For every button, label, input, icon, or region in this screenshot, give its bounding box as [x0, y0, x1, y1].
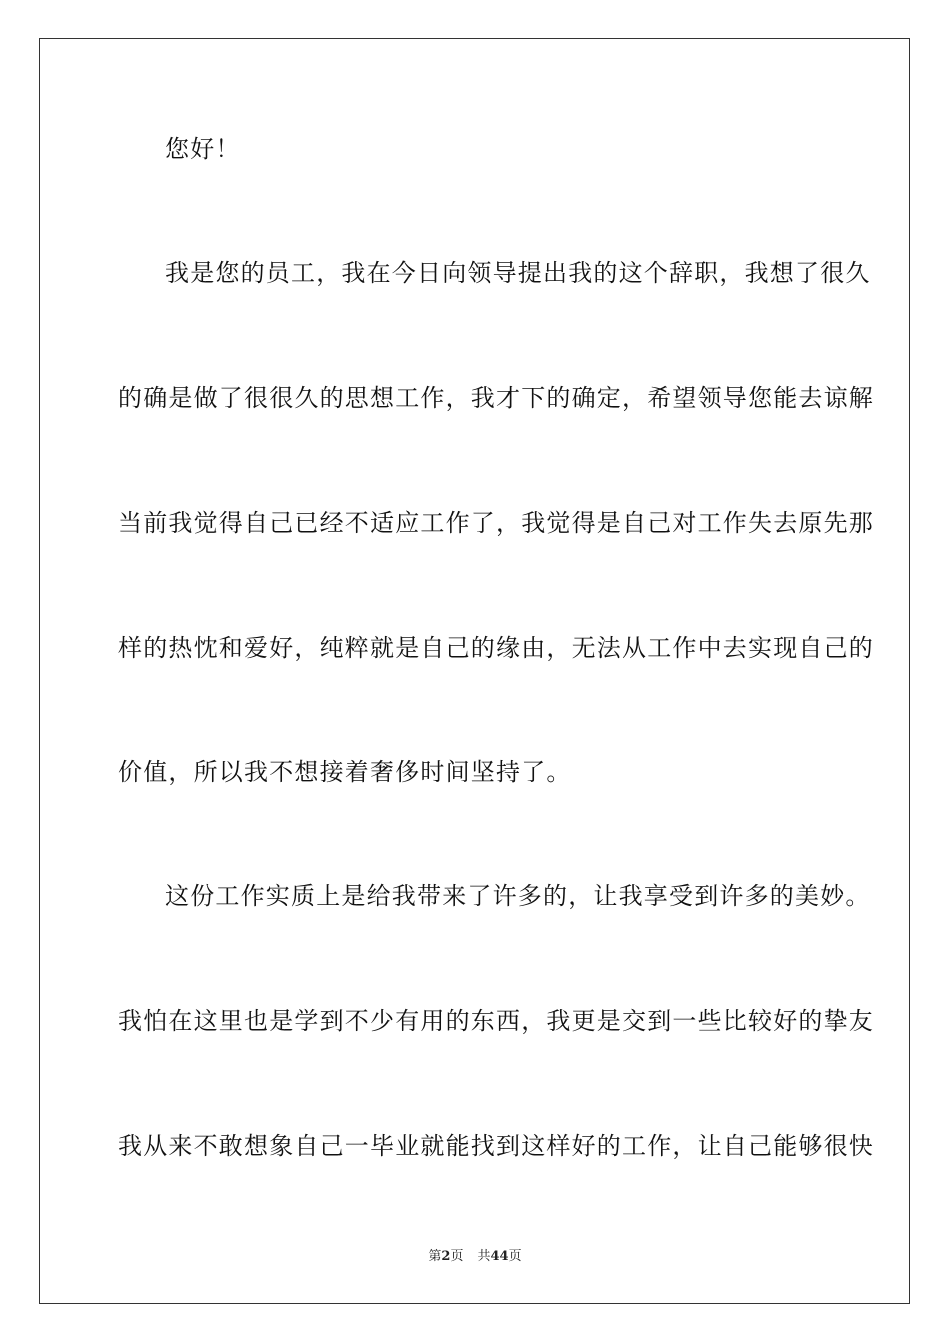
page-number-prefix: 第: [428, 1249, 442, 1264]
page-number-suffix: 页: [450, 1249, 464, 1264]
total-pages-prefix: 共: [477, 1249, 491, 1264]
paragraph-line: 这份工作实质上是给我带来了许多的，让我享受到许多的美妙。: [165, 882, 871, 910]
paragraph-line: 我从来不敢想象自己一毕业就能找到这样好的工作，让自己能够很快: [118, 1132, 874, 1160]
page-frame: [39, 38, 910, 1304]
greeting-line: 您好！: [165, 135, 241, 163]
paragraph-line: 当前我觉得自己已经不适应工作了，我觉得是自己对工作失去原先那: [118, 509, 874, 537]
paragraph-line: 的确是做了很很久的思想工作，我才下的确定，希望领导您能去谅解: [118, 384, 874, 412]
total-pages: 44: [490, 1249, 509, 1264]
paragraph-line: 样的热忱和爱好，纯粹就是自己的缘由，无法从工作中去实现自己的: [118, 634, 874, 662]
page-number: 2: [441, 1249, 451, 1264]
paragraph-line: 我怕在这里也是学到不少有用的东西，我更是交到一些比较好的挚友: [118, 1007, 874, 1035]
paragraph-line: 我是您的员工，我在今日向领导提出我的这个辞职，我想了很久: [165, 259, 871, 287]
page-footer: [0, 1248, 950, 1266]
paragraph-line: 价值，所以我不想接着奢侈时间坚持了。: [118, 758, 572, 786]
total-pages-suffix: 页: [508, 1249, 522, 1264]
